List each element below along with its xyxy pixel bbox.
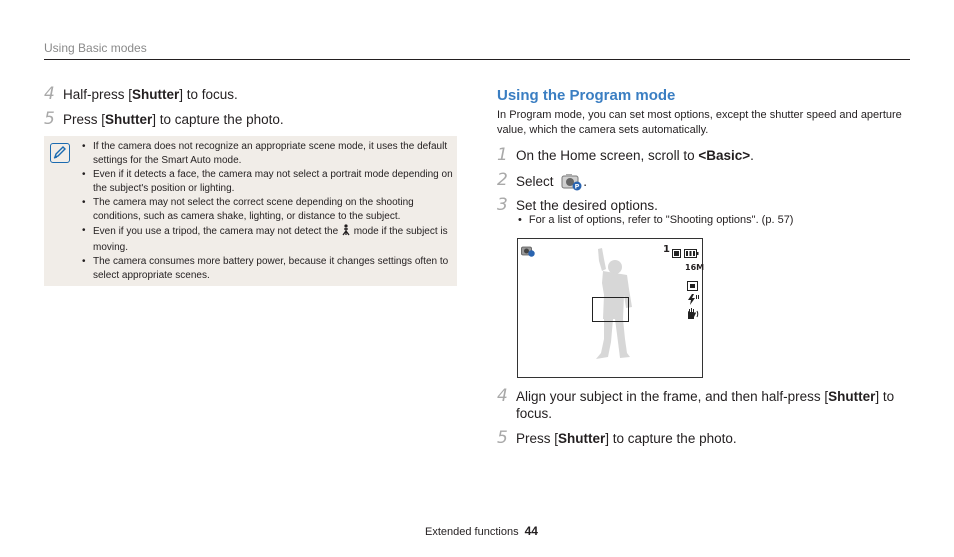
shot-counter: 1 [663,244,670,255]
af-frame [592,297,629,322]
right-step-4 [497,388,909,422]
footer-label: Extended functions [425,526,519,538]
step-number: 5 [44,109,55,129]
step-number: 3 [497,195,508,215]
step-number: 4 [497,386,508,406]
step-text: Press [Shutter] to capture the photo. [516,431,737,446]
note-pencil-icon [50,143,70,163]
step-number: 5 [497,428,508,448]
sub-bullet: • For a list of options, refer to "Shooting options". (p. 57) [518,214,793,226]
step-number: 4 [44,84,55,104]
step-text: On the Home screen, scroll to <Basic>. [516,148,754,163]
left-step-4 [44,86,238,103]
note-item: • The camera may not select the correct scene depending on the shooting conditions, such as camera shake, lighting, or distance to the subject. [82,196,454,224]
memory-card-icon [672,245,681,263]
program-mode-indicator-icon [521,244,535,262]
step-text: Set the desired options. [516,198,658,213]
right-step-1 [497,147,754,164]
note-item: • The camera consumes more battery power, because it changes settings often to select appropriate scenes. [82,255,454,283]
header-rule [44,59,910,60]
page-footer [425,524,538,538]
step-text: Select P . [516,172,587,196]
step-text: Align your subject in the frame, and then half-press [Shutter] to focus. [516,389,895,421]
section-intro: In Program mode, you can set most options, except the shutter speed and aperture value, which the camera sets automatically. [497,109,902,136]
right-step-2 [497,172,587,196]
step-number: 2 [497,170,508,190]
svg-text:P: P [574,182,580,191]
note-list [82,140,454,283]
stabilizer-icon [686,307,699,325]
camera-screen-illustration [517,238,703,378]
left-step-5 [44,111,284,128]
step-text: Press [Shutter] to capture the photo. [63,112,284,127]
right-step-5 [497,430,737,447]
battery-icon [684,245,699,263]
note-item: • If the camera does not recognize an appropriate scene mode, it uses the default settings for the Smart Auto mode. [82,140,454,168]
page-number: 44 [524,524,538,538]
step-number: 1 [497,145,508,165]
program-mode-icon [561,172,583,196]
right-step-3 [497,197,658,214]
section-title: Using the Program mode [497,87,676,104]
resolution-indicator: 16M [685,263,705,272]
running-header: Using Basic modes [44,41,147,55]
tripod-icon [341,224,351,241]
note-item: • Even if it detects a face, the camera may not select a portrait mode depending on the subject's position or lighting. [82,168,454,196]
note-item: • Even if you use a tripod, the camera may not detect the mode if the subject is moving. [82,224,454,255]
step-text: Half-press [Shutter] to focus. [63,87,238,102]
